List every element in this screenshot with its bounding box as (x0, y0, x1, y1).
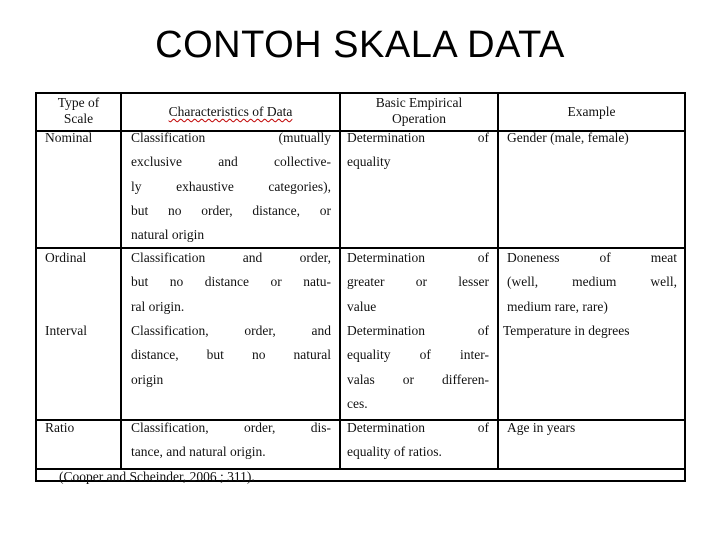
scale-cell-nominal (45, 126, 92, 150)
cell-line: exclusive and collective- (131, 154, 331, 170)
column-divider (339, 94, 341, 468)
header-characteristics (122, 104, 339, 120)
cell-line: tance, and natural origin. (131, 444, 266, 460)
cell-line: Determination of (347, 323, 489, 338)
scale-cell-ratio (45, 416, 74, 440)
cell-line: ly exhaustive categories), (131, 178, 331, 194)
cell-line: Classification (mutually (131, 130, 331, 145)
cell-line: but no order, distance, or (131, 202, 331, 218)
cell-line: ces. (347, 395, 368, 411)
cell-line: equality (347, 154, 391, 170)
scale-table (35, 92, 686, 482)
example-cell-ratio (507, 416, 677, 440)
operation-cell-ratio (347, 416, 489, 465)
cell-line: value (347, 298, 377, 314)
operation-cell-interval (347, 319, 489, 416)
header-operation (341, 95, 497, 127)
cell-line: greater or lesser (347, 274, 489, 290)
operation-cell-nominal (347, 126, 489, 175)
cell-line: Age in years (507, 420, 576, 435)
scale-name: Interval (45, 323, 87, 338)
cell-line: medium rare, rare) (507, 298, 608, 314)
scale-name: Ordinal (45, 250, 87, 265)
header-line: Scale (63, 111, 94, 126)
cell-line: natural origin (131, 227, 205, 243)
cell-line: Classification, order, dis- (131, 420, 331, 435)
characteristics-cell-interval (131, 319, 331, 392)
cell-line: origin (131, 371, 164, 387)
characteristics-cell-ratio (131, 416, 331, 465)
header-type-of-scale (37, 95, 120, 127)
scale-cell-ordinal (45, 246, 86, 270)
header-label: Example (567, 104, 616, 119)
scale-cell-interval (45, 319, 87, 343)
source-citation: (Cooper and Scheinder, 2006 ; 311). (59, 469, 255, 484)
cell-line: Determination of (347, 250, 489, 265)
characteristics-cell-nominal (131, 126, 331, 247)
slide-title: CONTOH SKALA DATA (155, 24, 565, 66)
scale-table-body (37, 94, 684, 484)
column-divider (120, 94, 122, 468)
header-example (499, 104, 684, 120)
column-divider (497, 94, 499, 468)
header-line: Type of (57, 95, 100, 110)
cell-line: (well, medium well, (507, 274, 677, 290)
scale-name: Ratio (45, 420, 75, 435)
cell-line: equality of inter- (347, 347, 489, 363)
header-line: Basic Empirical (375, 95, 463, 110)
cell-line: valas or differen- (347, 371, 489, 387)
example-cell-ordinal (507, 246, 677, 319)
cell-line: Determination of (347, 420, 489, 435)
cell-line: Classification and order, (131, 250, 331, 265)
example-cell-interval (503, 319, 679, 343)
cell-line: distance, but no natural (131, 347, 331, 363)
cell-line: Classification, order, and (131, 323, 331, 338)
characteristics-cell-ordinal (131, 246, 331, 319)
cell-line: Doneness of meat (507, 250, 677, 265)
cell-line: Temperature in degrees (503, 323, 630, 338)
header-line: Operation (392, 111, 446, 126)
operation-cell-ordinal (347, 246, 489, 319)
cell-line: Gender (male, female) (507, 130, 629, 145)
cell-line: Determination of (347, 130, 489, 145)
cell-line: ral origin. (131, 298, 185, 314)
scale-name: Nominal (45, 130, 93, 145)
example-cell-nominal (507, 126, 677, 150)
cell-line: equality of ratios. (347, 444, 442, 460)
cell-line: but no distance or natu- (131, 274, 331, 290)
header-label: Characteristics of Data (168, 104, 293, 119)
